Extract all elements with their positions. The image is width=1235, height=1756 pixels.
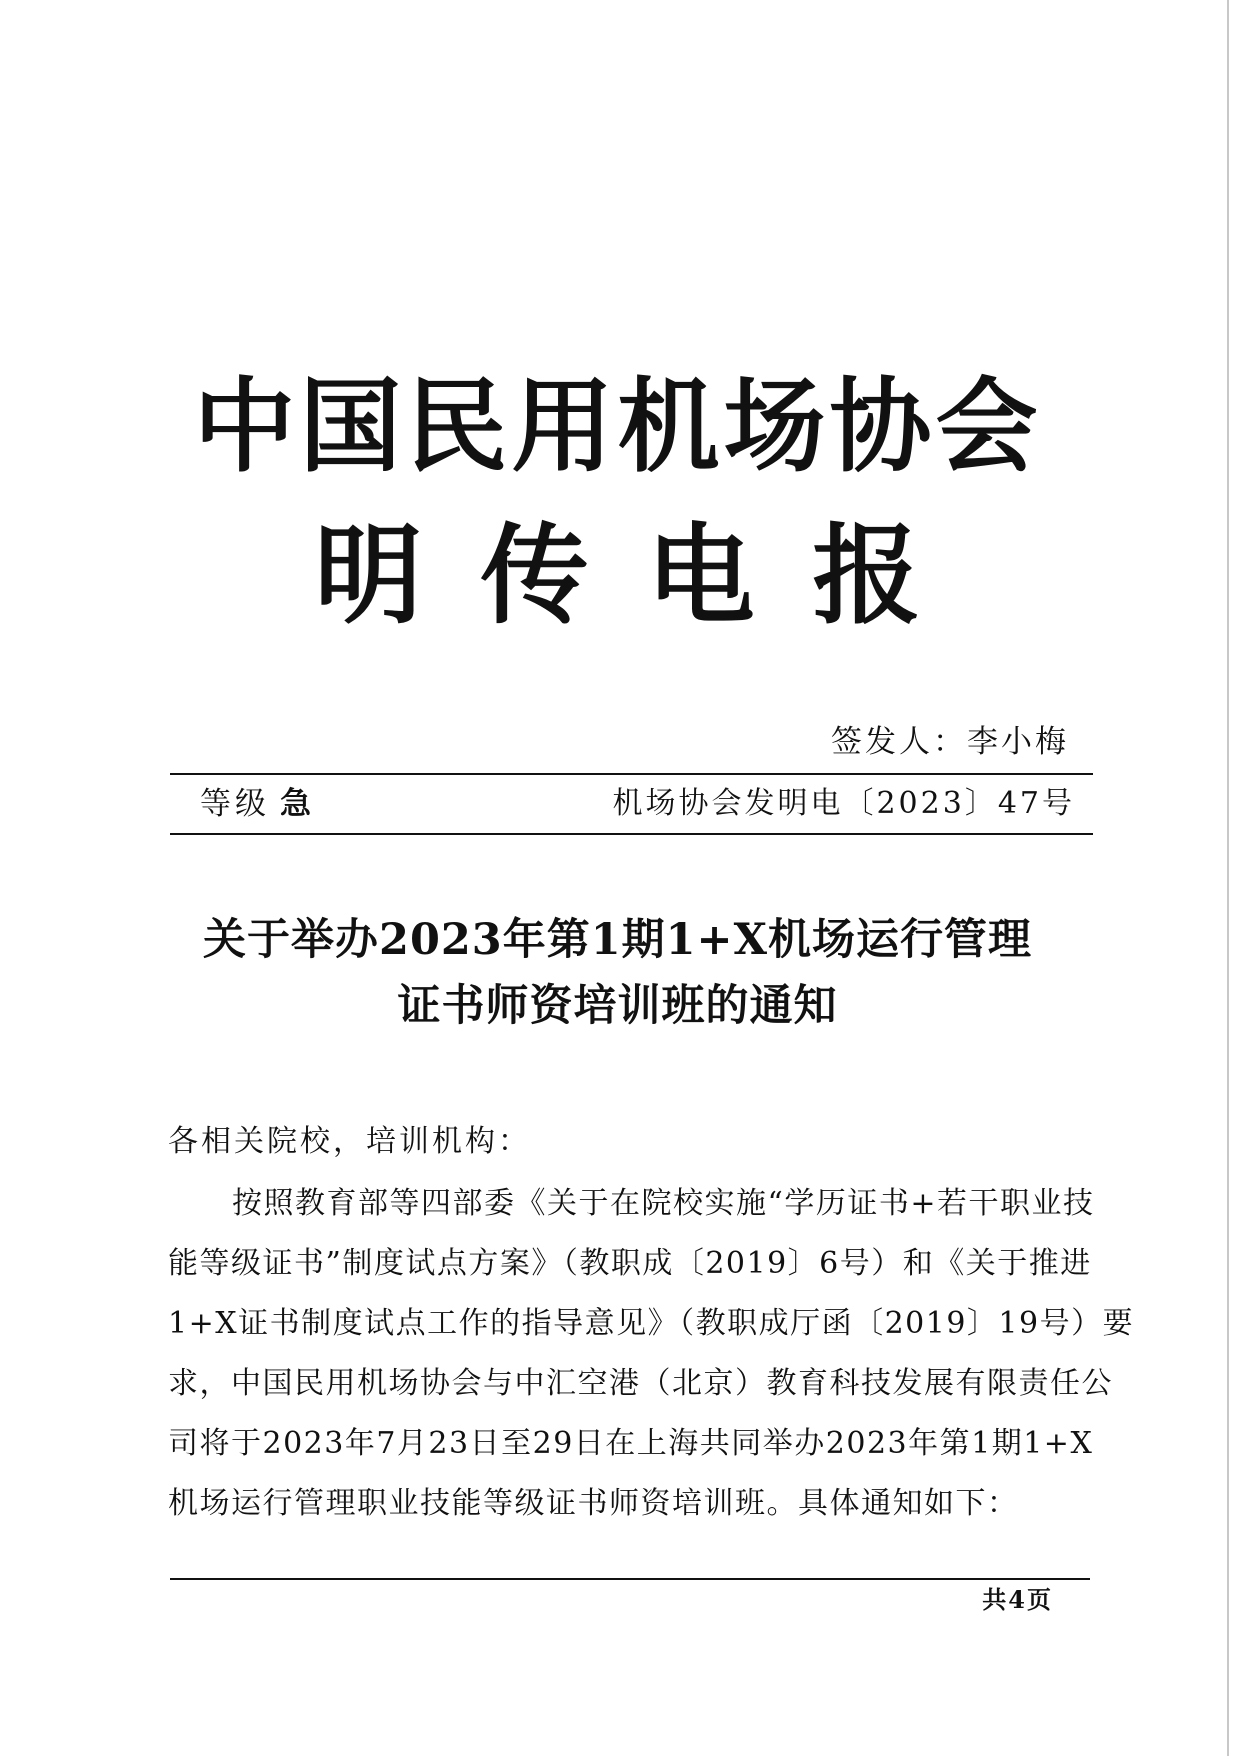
signer-label: 签发人： (831, 724, 967, 760)
grade-label: 等级 (200, 786, 270, 822)
body-line: 求，中国民用机场协会与中汇空港（北京）教育科技发展有限责任公 (168, 1366, 1113, 1401)
signer-line (831, 722, 1069, 762)
organization-name: 中国民用机场协会 (193, 368, 1042, 487)
grade-value: 急 (280, 786, 315, 822)
document-number: 机场协会发明电〔2023〕47号 (612, 786, 1075, 821)
body-line: 司将于2023年7月23日至29日在上海共同举办2023年第1期1+X (168, 1426, 1094, 1461)
body-line: 1+X证书制度试点工作的指导意见》（教职成厅函〔2019〕19号）要 (168, 1306, 1135, 1341)
header-top-rule (170, 773, 1093, 775)
page-count: 共4页 (982, 1585, 1053, 1614)
header-bottom-rule (170, 833, 1093, 835)
urgency-grade (200, 784, 315, 824)
body-paragraph (168, 1174, 1135, 1534)
footer-rule (170, 1578, 1090, 1580)
notice-title-line-2: 证书师资培训班的通知 (397, 981, 838, 1031)
document-type-heading: 明传电报 (314, 514, 979, 639)
body-line: 按照教育部等四部委《关于在院校实施“学历证书+若干职业技 (232, 1186, 1095, 1221)
signer-name: 李小梅 (967, 724, 1069, 760)
page-edge-line (1227, 0, 1229, 1756)
body-line: 机场运行管理职业技能等级证书师资培训班。具体通知如下： (168, 1486, 1019, 1521)
notice-title-line-1: 关于举办2023年第1期1+X机场运行管理 (203, 915, 1032, 965)
salutation: 各相关院校，培训机构： (168, 1124, 531, 1159)
body-line: 能等级证书”制度试点方案》（教职成〔2019〕6号）和《关于推进 (168, 1246, 1092, 1281)
